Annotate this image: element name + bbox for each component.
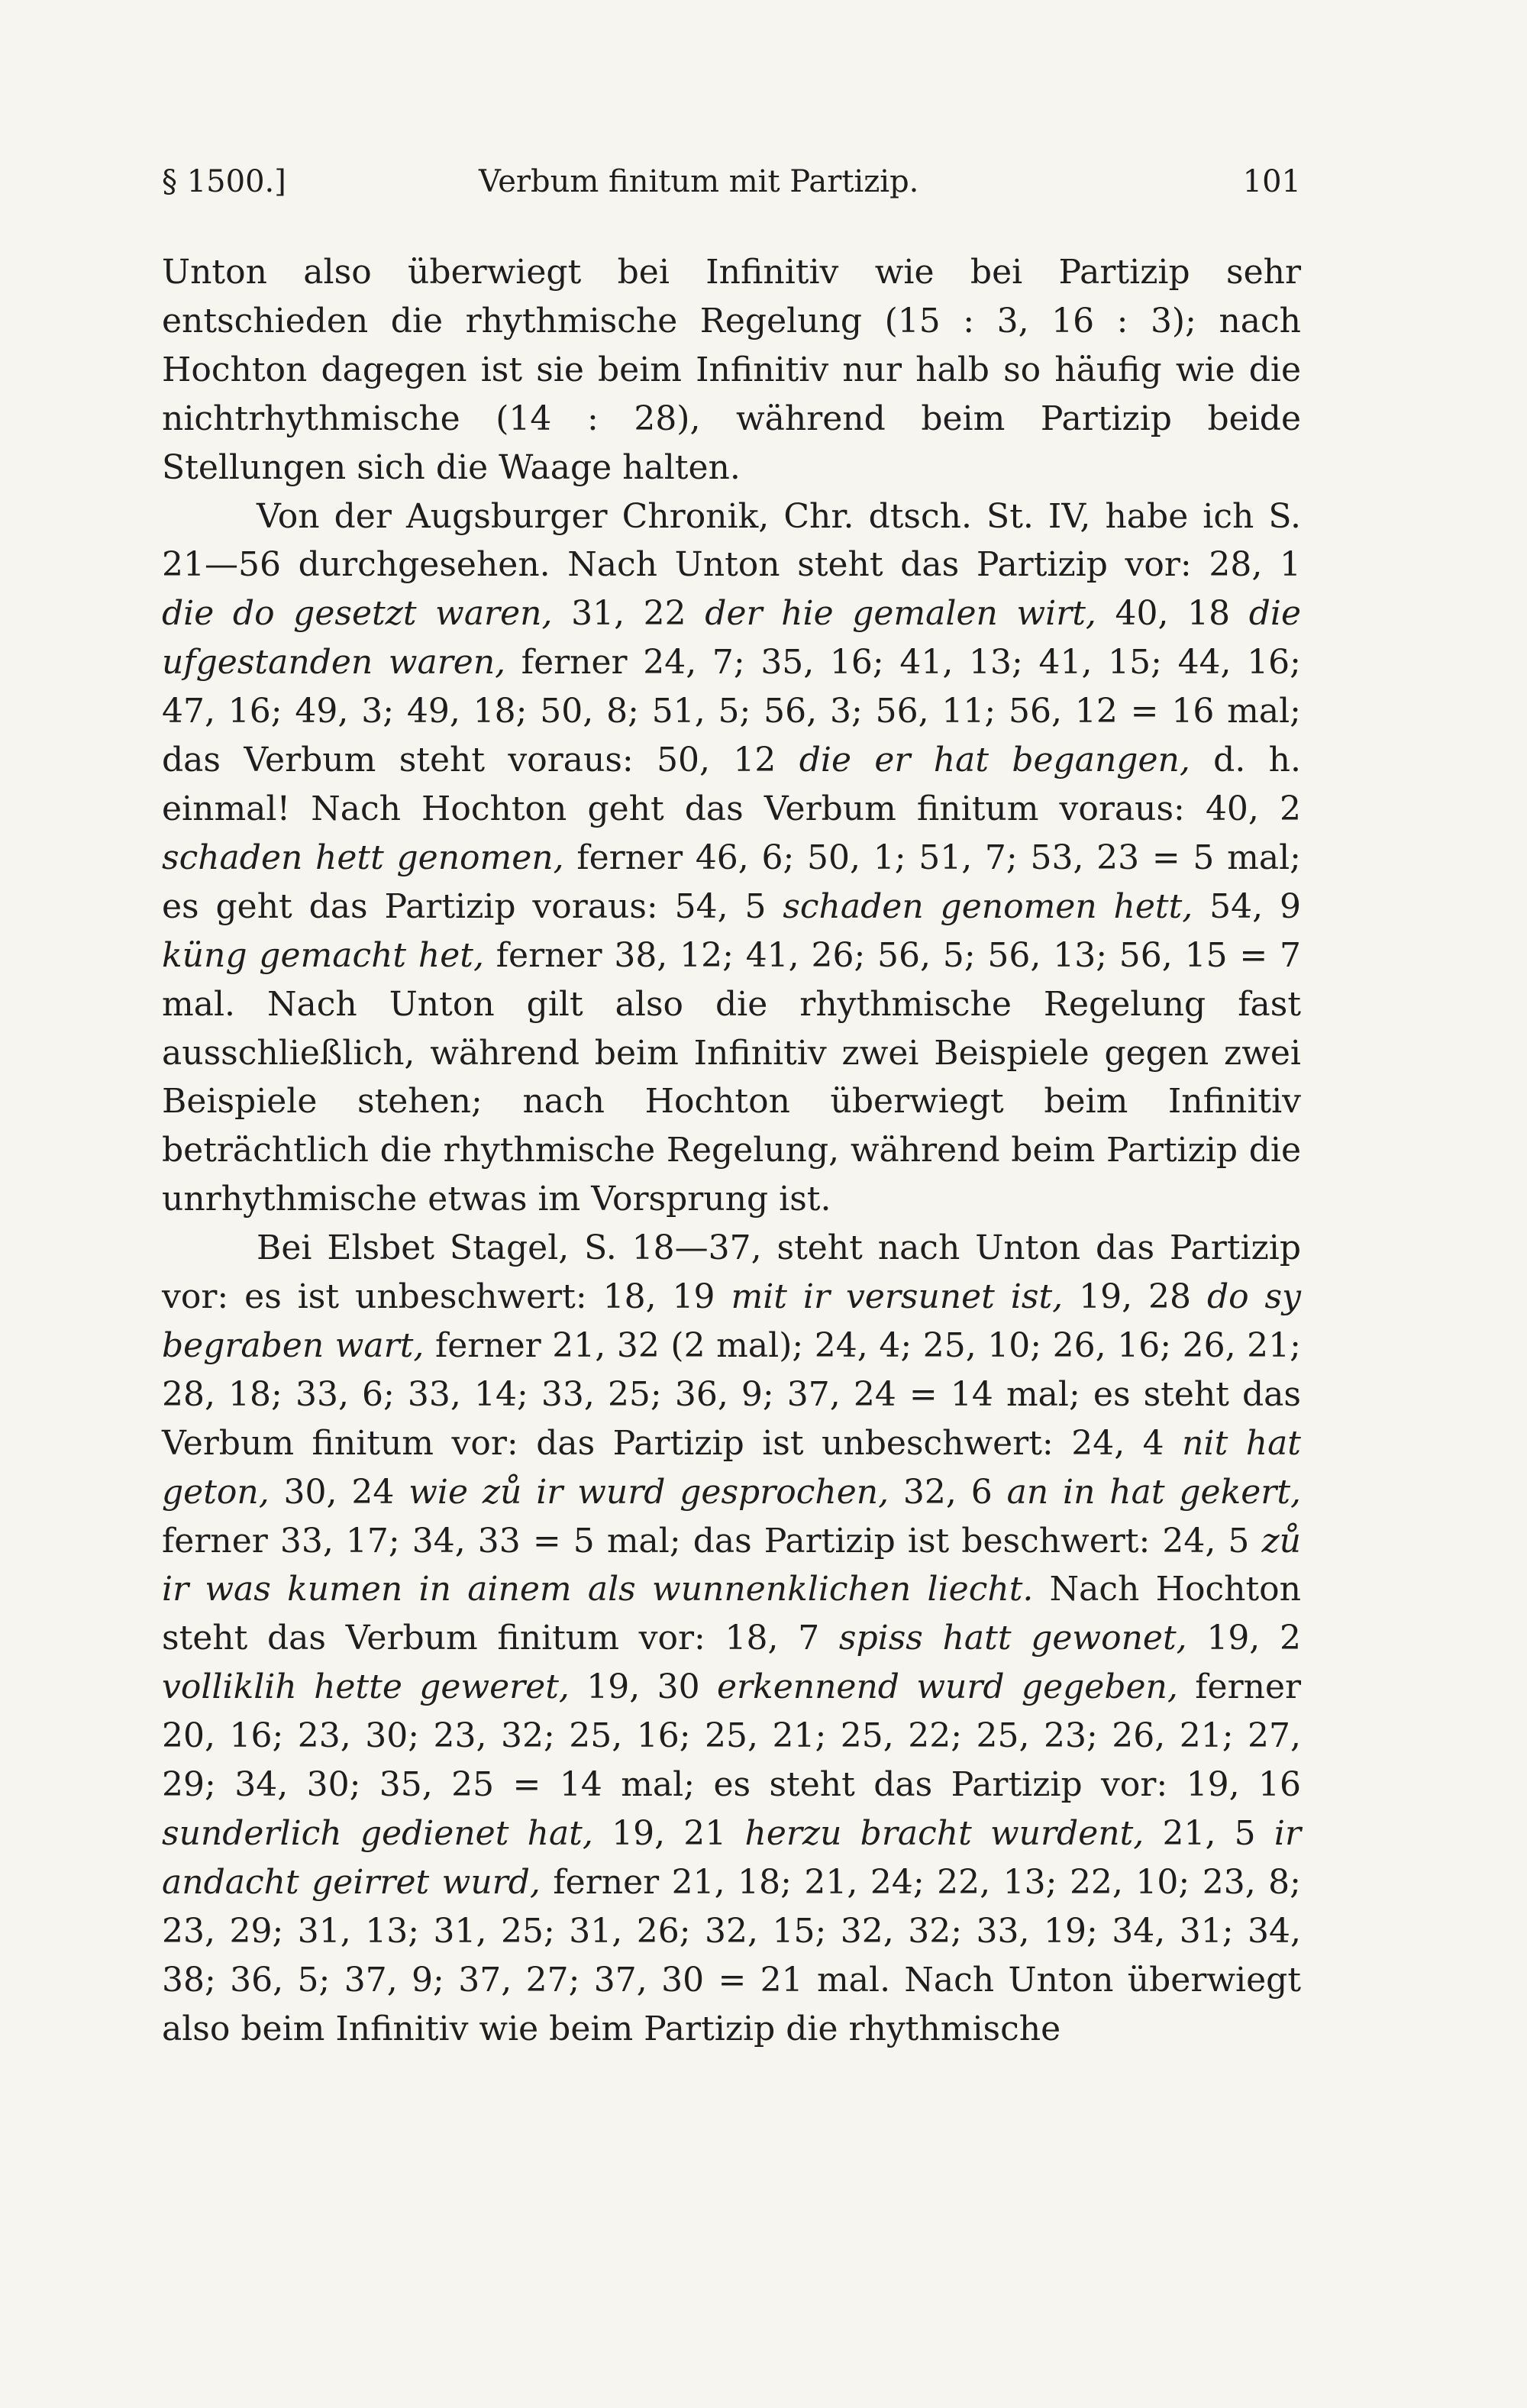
italic-quotation: herzu bracht wurdent, [744,1814,1144,1853]
text-run: 31, 22 [552,594,705,634]
text-run: 21, 5 [1144,1814,1274,1853]
italic-quotation: die ufgestanden waren, [162,594,1301,683]
italic-quotation: an in hat gekert, [1006,1472,1301,1512]
italic-quotation: ir andacht geirret wurd, [162,1814,1302,1902]
text-run: ferner 33, 17; 34, 33 = 5 mal; das Partizip ist beschwert: 24, 5 [162,1521,1262,1561]
italic-quotation: küng gemacht het, [162,935,484,975]
text-run: 40, 18 [1096,594,1249,634]
text-run: 19, 30 [569,1667,717,1707]
text-run: ferner 46, 6; 50, 1; 51, 7; 53, 23 = 5 mal; es geht das Partizip voraus: 54, 5 [162,838,1301,926]
italic-quotation: mit ir versunet ist, [731,1277,1064,1317]
text-run: Von der Augsburger Chronik, Chr. dtsch. St. IV, habe ich S. 21—56 durchgesehen. Nach Unton steht das Partizip vor: 28, 1 [162,496,1301,585]
italic-quotation: do sy begraben wart, [162,1277,1301,1365]
italic-quotation: schaden hett genomen, [162,838,564,877]
running-title: Verbum finitum mit Partizip. [479,164,919,199]
paragraph [162,1224,1301,2053]
text-run: Nach Hochton steht das Verbum finitum vor: 18, 7 [162,1570,1301,1658]
text-run: 32, 6 [889,1472,1007,1512]
italic-quotation: nit hat geton, [162,1423,1301,1512]
text-run: 54, 9 [1193,886,1301,926]
paragraph [162,492,1301,1225]
italic-quotation: volliklih hette geweret, [162,1667,570,1707]
running-head [162,160,1301,203]
section-reference: § 1500.] [162,164,286,199]
italic-quotation: die do gesetzt waren, [162,594,553,634]
body-text [162,248,1301,2054]
page-number: 101 [1242,164,1301,199]
italic-quotation: sunderlich gedienet hat, [162,1814,593,1853]
text-run: Bei Elsbet Stagel, S. 18—37, steht nach Unton das Partizip vor: es ist unbeschwert: 18, 19 [162,1228,1301,1317]
text-run: ferner 20, 16; 23, 30; 23, 32; 25, 16; 25, 21; 25, 22; 25, 23; 26, 21; 27, 29; 34, 30; 35, 25 = 14 mal; es steht das Partizip vor: 19, 16 [162,1667,1302,1805]
text-run: 19, 28 [1063,1277,1207,1317]
italic-quotation: spiss hatt gewonet, [838,1619,1187,1658]
italic-quotation: erkennend wurd gegeben, [716,1667,1178,1707]
italic-quotation: schaden genomen hett, [783,886,1193,926]
text-run: ferner 21, 18; 21, 24; 22, 13; 22, 10; 23, 8; 23, 29; 31, 13; 31, 25; 31, 26; 32, 15; 32, 32; 33, 19; 34, 31; 34, 38; 36, 5; 37, 9; 37, 27; 37, 30 = 21 mal. Nach Unton überwiegt also beim Infinitiv wie beim Partizip die rhythmische [162,1862,1301,2048]
paragraph [162,248,1301,492]
text-run: d. h. einmal! Nach Hochton geht das Verbum finitum voraus: 40, 2 [162,741,1301,828]
italic-quotation: die er hat begangen, [799,741,1190,780]
italic-quotation: der hie gemalen wirt, [705,594,1096,634]
text-run: 19, 21 [592,1814,745,1853]
italic-quotation: wie zů ir wurd gesprochen, [408,1472,889,1512]
text-run: 30, 24 [269,1472,409,1512]
text-run: ferner 21, 32 (2 mal); 24, 4; 25, 10; 26, 16; 26, 21; 28, 18; 33, 6; 33, 14; 33, 25; 36, 9; 37, 24 = 14 mal; es steht das Verbum finitum vor: das Partizip ist unbeschwert: 24, 4 [162,1325,1301,1463]
text-run: ferner 38, 12; 41, 26; 56, 5; 56, 13; 56, 15 = 7 mal. Nach Unton gilt also die rhythmische Regelung fast ausschließlich, während beim Infinitiv zwei Beispiele gegen zwei Beispiele stehen; nach Hochton überwiegt beim Infinitiv beträchtlich die rhythmische Regelung, während beim Partizip die unrhythmische etwas im Vorsprung ist. [162,935,1302,1219]
text-run: Unton also überwiegt bei Infinitiv wie bei Partizip sehr entschieden die rhythmische Regelung (15 : 3, 16 : 3); nach Hochton dagegen ist sie beim Infinitiv nur halb so häufig wie die nichtrhythmische (14 : 28), während beim Partizip beide Stellungen sich die Waage halten. [162,253,1301,487]
text-run: 19, 2 [1186,1619,1301,1658]
text-run: ferner 24, 7; 35, 16; 41, 13; 41, 15; 44, 16; 47, 16; 49, 3; 49, 18; 50, 8; 51, 5; 56, 3; 56, 11; 56, 12 = 16 mal; das Verbum steht voraus: 50, 12 [162,643,1302,780]
italic-quotation: zů ir was kumen in ainem als wunnenklichen liecht. [162,1521,1301,1609]
